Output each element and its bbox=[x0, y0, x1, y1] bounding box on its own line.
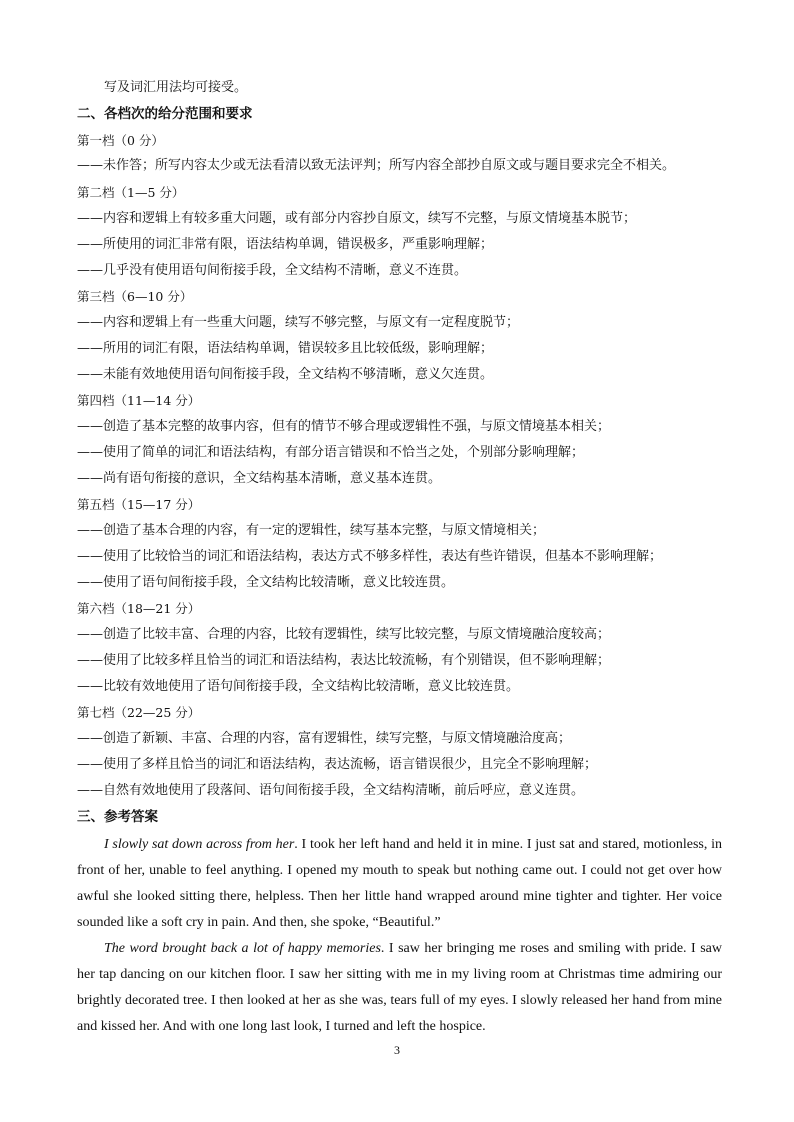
answer-paragraph-1 bbox=[77, 832, 722, 936]
tier-2-item-2: ——所使用的词汇非常有限，语法结构单调，错误极多，严重影响理解； bbox=[77, 237, 494, 252]
tier-6-item-1: ——创造了比较丰富、合理的内容，比较有逻辑性，续写比较完整，与原文情境融洽度较高； bbox=[77, 627, 611, 642]
tier-5-item-1: ——创造了基本合理的内容，有一定的逻辑性，续写基本完整，与原文情境相关； bbox=[77, 523, 546, 538]
tier-5-title: 第五档（15—17 分） bbox=[77, 497, 201, 512]
tier-7-item-2: ——使用了多样且恰当的词汇和语法结构，表达流畅，语言错误很少，且完全不影响理解； bbox=[77, 757, 598, 772]
answer-paragraph-2-lead: The word brought back a lot of happy memories bbox=[104, 941, 381, 956]
tier-5-item-3: ——使用了语句间衔接手段，全文结构比较清晰，意义比较连贯。 bbox=[77, 575, 455, 590]
section3-heading: 三、参考答案 bbox=[77, 809, 158, 825]
tier-3-item-1: ——内容和逻辑上有一些重大问题，续写不够完整，与原文有一定程度脱节； bbox=[77, 315, 520, 330]
tier-3-title: 第三档（6—10 分） bbox=[77, 289, 193, 304]
answer-paragraph-1-body: . I took her left hand and held it in mine. I just sat and stared, motionless, in front of her, unable to feel anything. I opened my mouth to speak but nothing came out. I could not get over how awful she looked sitting there, helpless. Then her little hand wrapped around mine tighter and tighter. Her voice sounded like a soft cry in pain. And then, she spoke, “Beautiful.” bbox=[77, 837, 723, 930]
reference-answer bbox=[77, 832, 722, 1040]
tier-4-item-2: ——使用了简单的词汇和语法结构，有部分语言错误和不恰当之处，个别部分影响理解； bbox=[77, 445, 585, 460]
answer-paragraph-2 bbox=[77, 936, 722, 1040]
tier-3-item-3: ——未能有效地使用语句间衔接手段，全文结构不够清晰，意义欠连贯。 bbox=[77, 367, 494, 382]
tier-3-item-2: ——所用的词汇有限，语法结构单调，错误较多且比较低级，影响理解； bbox=[77, 341, 494, 356]
tier-7-title: 第七档（22—25 分） bbox=[77, 705, 201, 720]
tier-5-item-2: ——使用了比较恰当的词汇和语法结构，表达方式不够多样性，表达有些许错误，但基本不影响理解； bbox=[77, 549, 663, 564]
tier-7-item-3: ——自然有效地使用了段落间、语句间衔接手段，全文结构清晰，前后呼应，意义连贯。 bbox=[77, 783, 585, 798]
tier-6-item-2: ——使用了比较多样且恰当的词汇和语法结构，表达比较流畅，有个别错误，但不影响理解； bbox=[77, 653, 611, 668]
tier-2-item-3: ——几乎没有使用语句间衔接手段，全文结构不清晰，意义不连贯。 bbox=[77, 263, 468, 278]
tier-2-item-1: ——内容和逻辑上有较多重大问题，或有部分内容抄自原文，续写不完整，与原文情境基本脱节； bbox=[77, 211, 637, 226]
tier-4-item-3: ——尚有语句衔接的意识，全文结构基本清晰，意义基本连贯。 bbox=[77, 471, 442, 486]
intro-line: 写及词汇用法均可接受。 bbox=[104, 80, 248, 95]
tier-6-title: 第六档（18—21 分） bbox=[77, 601, 201, 616]
tier-4-title: 第四档（11—14 分） bbox=[77, 393, 201, 408]
tier-7-item-1: ——创造了新颖、丰富、合理的内容，富有逻辑性，续写完整，与原文情境融洽度高； bbox=[77, 731, 572, 746]
tier-6-item-3: ——比较有效地使用了语句间衔接手段，全文结构比较清晰，意义比较连贯。 bbox=[77, 679, 520, 694]
tier-4-item-1: ——创造了基本完整的故事内容，但有的情节不够合理或逻辑性不强，与原文情境基本相关； bbox=[77, 419, 611, 434]
tier-1-title: 第一档（0 分） bbox=[77, 133, 164, 148]
section2-heading: 二、各档次的给分范围和要求 bbox=[77, 106, 253, 122]
answer-paragraph-2-body: . I saw her bringing me roses and smiling with pride. I saw her tap dancing on our kitchen floor. I saw her sitting with me in my living room at Christmas time admiring our brightly decorated tree. I then looked at her as she was, tears full of my eyes. I slowly released her hand from mine and kissed her. And with one long last look, I turned and left the hospice. bbox=[77, 941, 722, 1034]
page-number: 3 bbox=[394, 1043, 400, 1057]
answer-paragraph-1-lead: I slowly sat down across from her bbox=[104, 837, 295, 852]
tier-2-title: 第二档（1—5 分） bbox=[77, 185, 185, 200]
tier-1-item-1: ——未作答；所写内容太少或无法看清以致无法评判；所写内容全部抄自原文或与题目要求完全不相关。 bbox=[77, 158, 676, 173]
